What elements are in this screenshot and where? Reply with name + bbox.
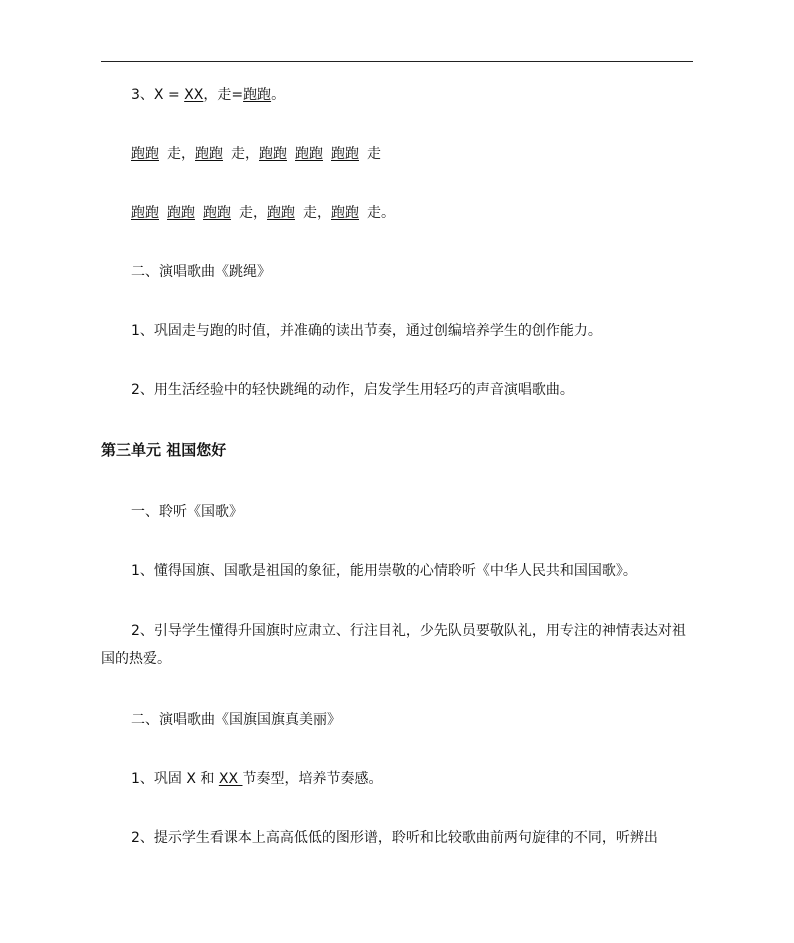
rhythm-xx: XX: [218, 771, 243, 787]
rhythm-word: 走，: [167, 146, 195, 162]
rhythm-word: 跑跑: [195, 146, 223, 162]
rhythm-word: 跑跑: [167, 205, 195, 221]
paragraph-guoqi-1: [101, 769, 701, 789]
rhythm-line-2: [101, 203, 701, 223]
rhythm-word: 走，: [231, 146, 259, 162]
text: 。: [271, 87, 286, 103]
rhythm-xx: XX: [184, 87, 204, 103]
rhythm-word: 跑跑: [295, 146, 323, 162]
text: 节奏型，培养节奏感。: [242, 771, 383, 787]
section-heading-guoge: 一、聆听《国歌》: [131, 504, 243, 520]
rhythm-word: 跑跑: [331, 205, 359, 221]
section-heading-guoqi: 二、演唱歌曲《国旗国旗真美丽》: [131, 712, 341, 728]
rhythm-word: 跑跑: [131, 205, 159, 221]
paragraph-goal-2: 2、用生活经验中的轻快跳绳的动作，启发学生用轻巧的声音演唱歌曲。: [131, 382, 574, 398]
header-rule: [101, 61, 693, 62]
rhythm-word: 走: [367, 146, 381, 162]
rhythm-definition-line: [101, 85, 701, 105]
rhythm-word: 跑跑: [131, 146, 159, 162]
rhythm-word: 走，: [239, 205, 267, 221]
rhythm-word: 跑跑: [267, 205, 295, 221]
rhythm-word: 跑跑: [331, 146, 359, 162]
paragraph-goal-1: 1、巩固走与跑的时值，并准确的读出节奏，通过创编培养学生的创作能力。: [131, 323, 602, 339]
rhythm-line-1: [101, 144, 701, 164]
rhythm-word: 走，: [303, 205, 331, 221]
paragraph-guoqi-2: 2、提示学生看课本上高高低低的图形谱，聆听和比较歌曲前两句旋律的不同，听辨出: [131, 830, 658, 846]
unit-title: 第三单元 祖国您好: [101, 441, 227, 459]
rhythm-word: 跑跑: [203, 205, 231, 221]
text: 1、巩固 X 和: [131, 771, 219, 787]
paragraph-guoge-2: 2、引导学生懂得升国旗时应肃立、行注目礼，少先队员要敬队礼，用专注的神情表达对祖国的热爱。: [101, 623, 686, 667]
section-heading-tiaosheng: 二、演唱歌曲《跳绳》: [131, 264, 271, 280]
rhythm-word: 跑跑: [259, 146, 287, 162]
rhythm-word: 走。: [367, 205, 395, 221]
text: 3、X =: [131, 87, 185, 103]
paragraph-guoge-1: 1、懂得国旗、国歌是祖国的象征，能用崇敬的心情聆听《中华人民共和国国歌》。: [131, 563, 637, 579]
text: ，走=: [203, 87, 244, 103]
rhythm-paopao: 跑跑: [243, 87, 272, 103]
